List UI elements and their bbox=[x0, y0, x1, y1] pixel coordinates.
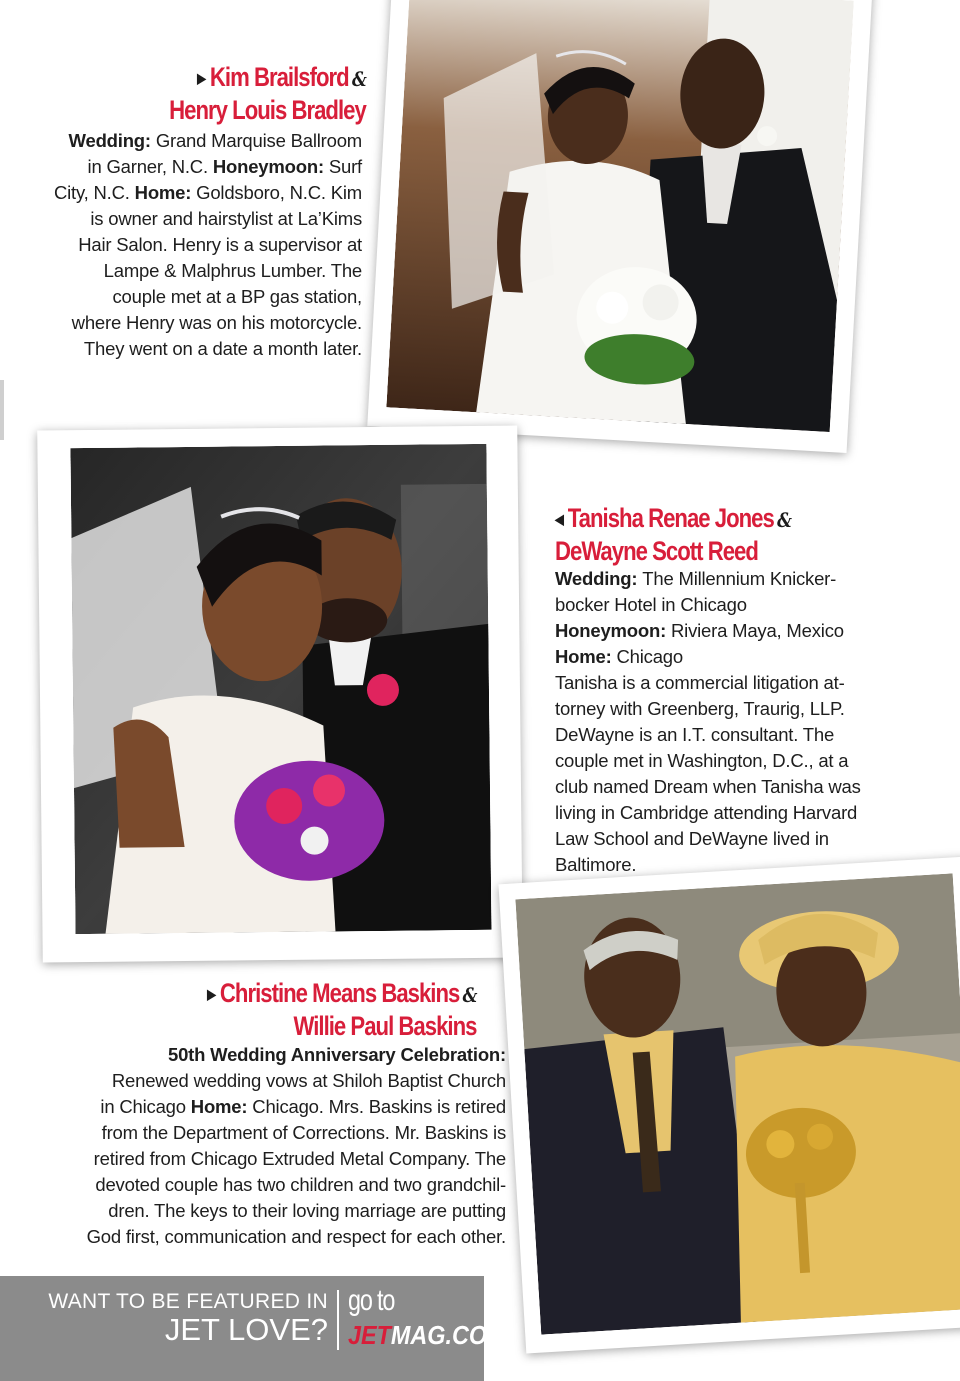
photo-frame-couple2 bbox=[37, 426, 523, 963]
text-run: Hair Salon. Henry is a supervisor at bbox=[78, 234, 362, 255]
heading-couple1 bbox=[169, 62, 366, 126]
text-line bbox=[555, 800, 861, 826]
website-link-red: JET bbox=[348, 1320, 391, 1350]
text-line bbox=[54, 258, 362, 284]
text-line bbox=[555, 774, 861, 800]
heading-couple3-line2: Willie Paul Baskins bbox=[293, 1011, 476, 1041]
text-line bbox=[54, 128, 362, 154]
body-couple2 bbox=[555, 566, 861, 878]
triangle-right-icon: ▶ bbox=[206, 986, 215, 1002]
text-line bbox=[555, 722, 861, 748]
text-line bbox=[54, 336, 362, 362]
text-line bbox=[54, 310, 362, 336]
photo-couple2 bbox=[70, 444, 491, 934]
text-line bbox=[555, 826, 861, 852]
text-run: They went on a date a month later. bbox=[83, 338, 362, 359]
text-line bbox=[87, 1068, 506, 1094]
ampersand: & bbox=[462, 983, 476, 1007]
text-line bbox=[87, 1120, 506, 1146]
text-run: Baltimore. bbox=[555, 854, 637, 875]
text-run: Chicago bbox=[616, 646, 683, 667]
text-run: Chicago. Mrs. Baskins is retired bbox=[247, 1096, 506, 1117]
text-run: Grand Marquise Ballroom bbox=[155, 130, 362, 151]
website-link[interactable] bbox=[348, 1320, 507, 1351]
body-couple3 bbox=[87, 1042, 506, 1250]
triangle-left-icon: ◀ bbox=[555, 511, 563, 527]
text-run: God first, communication and respect for each other. bbox=[86, 1226, 506, 1247]
banner-line1: WANT TO BE FEATURED IN bbox=[48, 1290, 328, 1313]
text-run: Lampe & Malphrus Lumber. The bbox=[103, 260, 362, 281]
text-run: couple met at a BP gas station, bbox=[112, 286, 362, 307]
label-bold: Home: bbox=[190, 1096, 248, 1117]
website-link-white: MAG.COM bbox=[390, 1320, 507, 1350]
text-line bbox=[87, 1198, 506, 1224]
photo-frame-couple1 bbox=[367, 0, 872, 453]
text-line bbox=[54, 284, 362, 310]
heading-couple1-line2: Henry Louis Bradley bbox=[169, 95, 366, 125]
page-edge bbox=[0, 380, 4, 440]
ampersand: & bbox=[777, 508, 791, 532]
text-line bbox=[555, 592, 861, 618]
label-bold: Honeymoon: bbox=[212, 156, 324, 177]
text-line bbox=[555, 852, 861, 878]
text-line bbox=[555, 748, 861, 774]
text-run: is owner and hairstylist at La’Kims bbox=[90, 208, 362, 229]
ampersand: & bbox=[352, 67, 366, 91]
text-run: Riviera Maya, Mexico bbox=[666, 620, 844, 641]
text-run: couple met in Washington, D.C., at a bbox=[555, 750, 849, 771]
label-bold: Honeymoon: bbox=[555, 620, 667, 641]
text-line bbox=[87, 1172, 506, 1198]
text-line bbox=[555, 670, 861, 696]
text-run: retired from Chicago Extruded Metal Company. The bbox=[93, 1148, 506, 1169]
text-line bbox=[87, 1042, 506, 1068]
text-run: DeWayne is an I.T. consultant. The bbox=[555, 724, 835, 745]
triangle-right-icon: ▶ bbox=[197, 70, 206, 86]
text-run: Goldsboro, N.C. Kim bbox=[196, 182, 362, 203]
heading-couple2 bbox=[555, 503, 791, 567]
text-run: Law School and DeWayne lived in bbox=[555, 828, 829, 849]
body-couple1 bbox=[54, 128, 362, 362]
photo-frame-couple3 bbox=[498, 856, 960, 1353]
heading-couple2-line1: Tanisha Renae Jones bbox=[567, 503, 774, 533]
photo-couple1 bbox=[386, 0, 853, 432]
text-line bbox=[54, 154, 362, 180]
text-run: The Millennium Knicker- bbox=[642, 568, 837, 589]
text-run: Tanisha is a commercial litigation at- bbox=[555, 672, 845, 693]
photo-couple3 bbox=[515, 873, 960, 1334]
text-line bbox=[555, 696, 861, 722]
heading-couple3-line1: Christine Means Baskins bbox=[219, 978, 459, 1008]
text-line bbox=[54, 180, 362, 206]
heading-couple1-line1: Kim Brailsford bbox=[210, 62, 349, 92]
text-run: City, N.C. bbox=[53, 182, 135, 203]
text-run: living in Cambridge attending Harvard bbox=[555, 802, 858, 823]
text-line bbox=[87, 1146, 506, 1172]
label-bold: Wedding: bbox=[555, 568, 643, 589]
label-bold: Home: bbox=[555, 646, 617, 667]
text-run: Renewed wedding vows at Shiloh Baptist Church bbox=[111, 1070, 506, 1091]
text-run: in Chicago bbox=[100, 1096, 191, 1117]
text-line bbox=[54, 232, 362, 258]
text-line bbox=[555, 618, 861, 644]
text-line bbox=[555, 566, 861, 592]
label-bold: Home: bbox=[134, 182, 197, 203]
text-run: in Garner, N.C. bbox=[87, 156, 213, 177]
label-bold: Wedding: bbox=[68, 130, 156, 151]
heading-couple3 bbox=[207, 978, 476, 1042]
label-bold: 50th Wedding Anniversary Celebration: bbox=[167, 1044, 506, 1065]
text-run: bocker Hotel in Chicago bbox=[555, 594, 747, 615]
text-run: where Henry was on his motorcycle. bbox=[71, 312, 362, 333]
text-run: club named Dream when Tanisha was bbox=[555, 776, 861, 797]
banner-goto: go to bbox=[348, 1284, 395, 1317]
text-line bbox=[87, 1224, 506, 1250]
text-run: from the Department of Corrections. Mr. Baskins is bbox=[101, 1122, 506, 1143]
text-run: Surf bbox=[323, 156, 362, 177]
text-run: dren. The keys to their loving marriage are putting bbox=[108, 1200, 506, 1221]
text-run: devoted couple has two children and two grandchil- bbox=[95, 1174, 506, 1195]
banner-divider bbox=[337, 1290, 339, 1350]
text-run: torney with Greenberg, Traurig, LLP. bbox=[555, 698, 845, 719]
heading-couple2-line2: DeWayne Scott Reed bbox=[555, 536, 758, 566]
text-line bbox=[555, 644, 861, 670]
text-line bbox=[87, 1094, 506, 1120]
text-line bbox=[54, 206, 362, 232]
banner-line2: JET LOVE? bbox=[164, 1312, 328, 1347]
